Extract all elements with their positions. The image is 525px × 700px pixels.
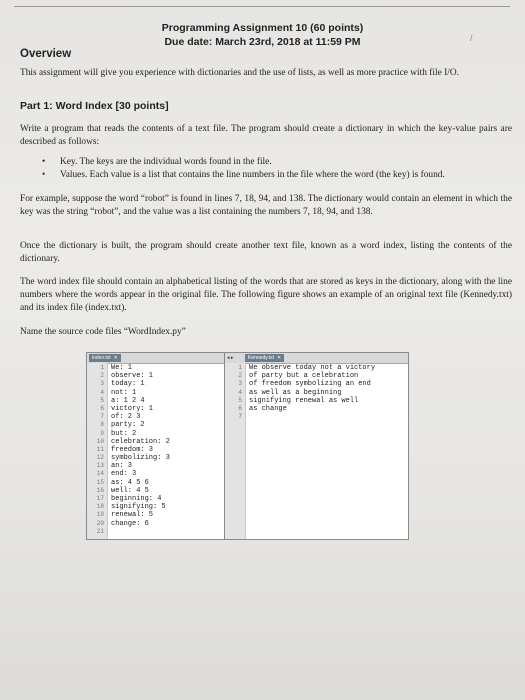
code-line: party: 2 xyxy=(111,421,145,430)
code-line xyxy=(249,413,375,421)
line-number: 9 xyxy=(100,429,104,437)
code-line: signifying: 5 xyxy=(111,503,166,512)
kennedy-tab-bar xyxy=(225,353,408,364)
tab-nav-arrows[interactable]: ◂ ▸ xyxy=(227,355,234,361)
code-line: beginning: 4 xyxy=(111,495,162,503)
part1-heading: Part 1: Word Index [30 points] xyxy=(20,100,169,112)
kennedy-file-tab[interactable] xyxy=(245,354,284,362)
due-date: Due date: March 23rd, 2018 at 11:59 PM xyxy=(164,36,361,48)
overview-heading: Overview xyxy=(20,48,72,60)
close-icon[interactable]: ✕ xyxy=(277,355,282,361)
part1-intro: Write a program that reads the contents of a text file. The program should create a dictionary in which the key-value pairs are described as follows: xyxy=(20,124,512,147)
code-line: change: 6 xyxy=(111,519,149,528)
line-number: 7 xyxy=(100,413,104,421)
code-line: We observe today not a victory xyxy=(249,364,376,372)
bullet-values-text: Values. Each value is a list that contains the line numbers in the file where the word (the key) is found. xyxy=(60,170,445,180)
line-number: 16 xyxy=(96,486,104,494)
assignment-title: Programming Assignment 10 (60 points) xyxy=(161,22,364,34)
line-number: 2 xyxy=(100,372,104,380)
code-line: as well as a beginning xyxy=(249,388,342,397)
line-number: 8 xyxy=(100,421,104,429)
code-line: of: 2 3 xyxy=(111,413,141,422)
kennedy-file-window xyxy=(224,352,409,540)
line-number: 2 xyxy=(238,372,242,380)
line-number: 19 xyxy=(96,511,104,519)
list-item xyxy=(40,156,510,169)
line-number: 6 xyxy=(238,404,242,412)
line-number: 14 xyxy=(96,470,104,478)
code-line: renewal: 5 xyxy=(111,511,154,520)
line-number: 20 xyxy=(96,519,104,527)
code-line: but: 2 xyxy=(111,429,137,438)
key-value-list xyxy=(40,156,510,182)
code-line: symbolizing: 3 xyxy=(111,454,170,463)
index-built-paragraph: Once the dictionary is built, the program should create another text file, known as a word index, listing the contents of the dictionary. xyxy=(20,241,512,264)
line-number: 12 xyxy=(96,454,104,462)
top-rule xyxy=(14,6,510,7)
bullet-icon: • xyxy=(42,157,46,167)
line-number: 13 xyxy=(96,462,104,470)
code-line: as change xyxy=(249,404,287,413)
code-line: not: 1 xyxy=(111,388,137,397)
index-file-content[interactable] xyxy=(111,364,170,536)
code-line: as: 4 5 6 xyxy=(111,478,149,487)
bullet-key-text: Key. The keys are the individual words found in the file. xyxy=(60,157,272,167)
code-line: today: 1 xyxy=(111,380,145,389)
list-item xyxy=(40,169,510,182)
line-number: 5 xyxy=(100,396,104,404)
index-tab-bar xyxy=(87,353,228,364)
index-file-window xyxy=(86,352,229,540)
line-number: 11 xyxy=(96,445,104,453)
overview-text: This assignment will give you experience with dictionaries and the use of lists, as well as more practice with file I/O. xyxy=(20,68,459,78)
source-name-instruction: Name the source code files “WordIndex.py” xyxy=(20,327,186,337)
code-line: We: 1 xyxy=(111,364,133,372)
index-tab-label: index.txt xyxy=(92,355,111,361)
line-numbers xyxy=(87,364,104,536)
line-numbers xyxy=(225,364,242,421)
kennedy-file-content[interactable] xyxy=(249,364,375,421)
code-line: a: 1 2 4 xyxy=(111,396,145,405)
code-line: celebration: 2 xyxy=(111,437,170,446)
line-number: 4 xyxy=(238,388,242,396)
bullet-icon: • xyxy=(42,170,46,180)
line-number: 1 xyxy=(238,364,242,371)
close-icon[interactable]: ✕ xyxy=(113,355,118,361)
code-line: well: 4 5 xyxy=(111,486,149,495)
line-number: 6 xyxy=(100,404,104,412)
code-line: signifying renewal as well xyxy=(249,396,359,405)
example-paragraph: For example, suppose the word “robot” is found in lines 7, 18, 94, and 138. The dictionary would contain an element in which the key was the string “robot”, and the value was a list containing the numbers 7, 18, 94, and 138. xyxy=(20,194,512,217)
line-number: 5 xyxy=(238,396,242,404)
code-line: an: 3 xyxy=(111,462,133,471)
pen-mark: / xyxy=(470,33,473,43)
line-number: 7 xyxy=(238,413,242,421)
line-number: 18 xyxy=(96,503,104,511)
code-line xyxy=(111,528,170,536)
line-number: 3 xyxy=(238,380,242,388)
line-number: 4 xyxy=(100,388,104,396)
line-number: 15 xyxy=(96,478,104,486)
code-line: victory: 1 xyxy=(111,404,154,413)
code-line: observe: 1 xyxy=(111,372,154,381)
line-number: 1 xyxy=(100,364,104,371)
code-line: freedom: 3 xyxy=(111,445,154,454)
line-number: 21 xyxy=(96,527,104,535)
code-line: of party but a celebration xyxy=(249,372,359,381)
code-line: end: 3 xyxy=(111,470,137,479)
line-number: 10 xyxy=(96,437,104,445)
code-line: of freedom symbolizing an end xyxy=(249,380,371,389)
index-description-paragraph: The word index file should contain an alphabetical listing of the words that are stored as keys in the dictionary, along with the line numbers where the words appear in the original file. The following figure shows an example of an original text file (Kennedy.txt) and its index file (index.txt). xyxy=(20,277,512,313)
line-number: 3 xyxy=(100,380,104,388)
kennedy-tab-label: Kennedy.txt xyxy=(248,355,275,361)
index-file-tab[interactable] xyxy=(89,354,121,362)
line-number: 17 xyxy=(96,495,104,502)
